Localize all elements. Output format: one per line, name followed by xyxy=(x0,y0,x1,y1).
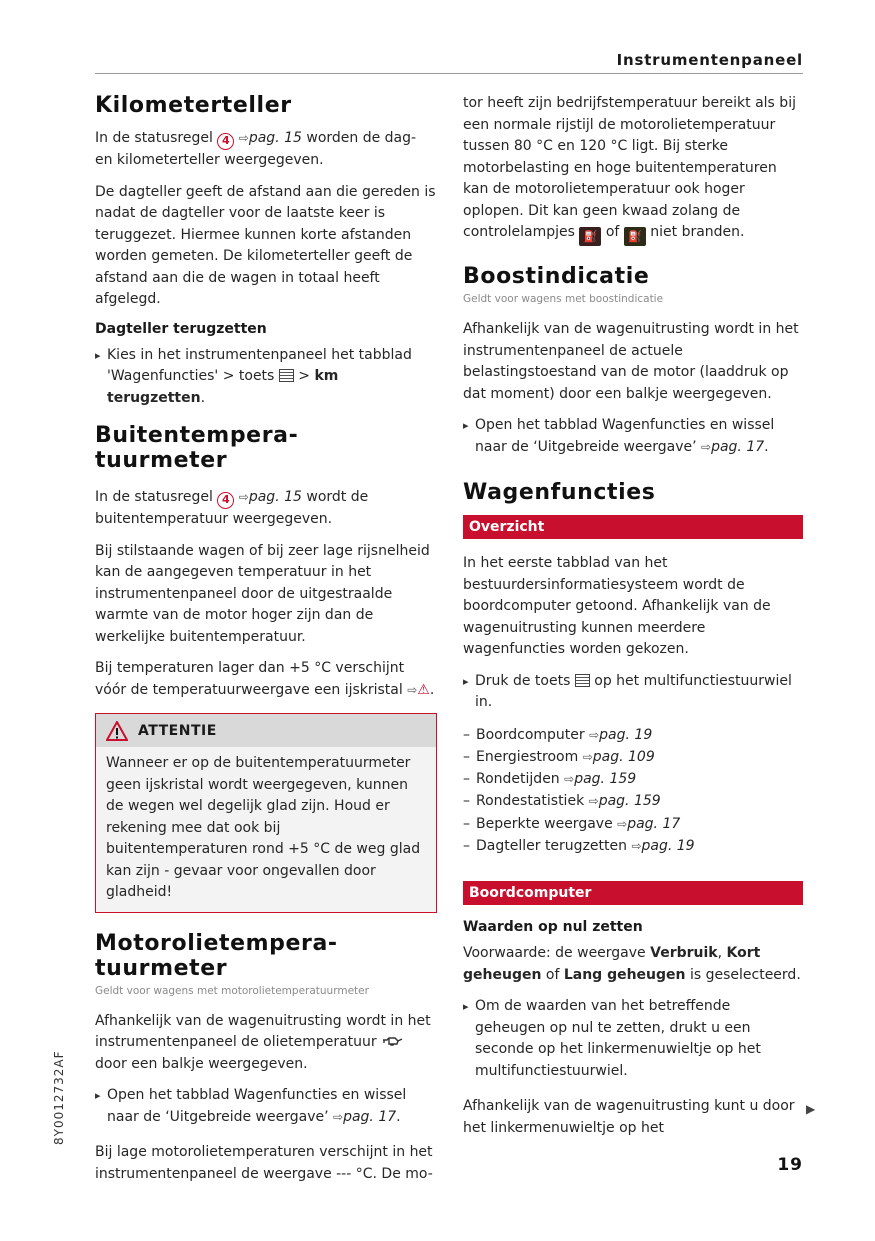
arrow-right-icon: ⇨ xyxy=(333,1109,344,1124)
arrow-right-icon: ⇨ xyxy=(582,749,593,764)
paragraph: tor heeft zijn bedrijfstemperatuur bereikt als bij een normale rijstijl de motorolietemperatuur tussen 80 °C en 120 °C ligt. Bij sterke motorbelasting en hoge buitentemperaturen kan de motorolietemperatuur ook hoger oplopen. Dit kan geen kwaad zolang de controlelampjes ⛽ of ⛽ niet branden. xyxy=(463,93,803,246)
paragraph: Bij lage motorolietemperaturen verschijnt in het instrumentenpaneel de weergave --- °C. De mo- xyxy=(95,1144,433,1182)
subheading-waarden-op-nul: Waarden op nul zetten xyxy=(463,919,643,936)
applies-note: Geldt voor wagens met motorolietemperatuurmeter xyxy=(95,984,369,997)
oil-warning-lamp-icon: ⛽ xyxy=(579,227,601,246)
list-item: – Energiestroom ⇨pag. 109 xyxy=(463,746,803,768)
paragraph: Bij temperaturen lager dan +5 °C verschijnt vóór de temperatuurweergave een ijskristal ⇨⚠. xyxy=(95,660,435,698)
heading-kilometerteller: Kilometerteller xyxy=(95,93,292,118)
heading-buitentemperatuurmeter: Buitentempera- tuurmeter xyxy=(95,423,299,473)
page-number: 19 xyxy=(777,1155,803,1175)
heading-motorolietemperatuurmeter: Motorolietempera- tuurmeter xyxy=(95,930,338,981)
arrow-right-icon: ⇨ xyxy=(238,131,249,145)
paragraph: Afhankelijk van de wagenuitrusting wordt in het instrumentenpaneel de actuele belastingstoestand van de motor (laaddruk op dat moment) door een balkje weergegeven. xyxy=(463,321,799,402)
page-ref-link[interactable]: pag. 17 xyxy=(711,438,765,455)
instruction-step: ▸ Open het tabblad Wagenfuncties en wissel naar de ‘Uitgebreide weergave’ ⇨pag. 17. xyxy=(95,1085,437,1128)
paragraph: De dagteller geeft de afstand aan die gereden is nadat de dagteller voor de laatste keer is teruggezet. Hiermee kunnen korte afstanden worden gemeten. De kilometerteller geeft de afstand aan die de wagen in totaal heeft afgelegd. xyxy=(95,183,436,307)
page-ref-link[interactable]: pag. 17 xyxy=(343,1108,397,1125)
section-bar-overzicht: Overzicht xyxy=(463,515,803,539)
paragraph: In het eerste tabblad van het bestuurdersinformatiesysteem wordt de boordcomputer getoond. Afhankelijk van de wagenuitrusting kunnen meerdere wagenfuncties worden gekozen. xyxy=(463,555,771,657)
attention-header xyxy=(96,714,436,747)
heading-wagenfuncties: Wagenfuncties xyxy=(463,480,656,505)
list-item: – Dagteller terugzetten ⇨pag. 19 xyxy=(463,835,803,857)
attention-title: ATTENTIE xyxy=(138,722,217,739)
callout-number: 4 xyxy=(217,492,234,509)
paragraph: In de statusregel 4 ⇨pag. 15 wordt de buitentemperatuur weergegeven. xyxy=(95,489,369,527)
header-divider xyxy=(95,73,803,74)
section-bar-boordcomputer: Boordcomputer xyxy=(463,881,803,905)
running-header: Instrumentenpaneel xyxy=(616,51,803,69)
page-ref-link[interactable]: pag. 15 xyxy=(248,489,302,505)
arrow-right-icon: ⇨ xyxy=(564,772,575,787)
arrow-right-icon: ⇨ xyxy=(407,682,418,697)
attention-text: Wanneer er op de buitentemperatuurmeter geen ijskristal wordt weergegeven, kunnen de wegen wel degelijk glad zijn. Houd er rekening mee dat ook bij buitentemperaturen rond +5 °C de weg glad kan zijn - gevaar voor ongevallen door gladheid! xyxy=(96,747,436,912)
warning-triangle-icon[interactable]: ⚠ xyxy=(417,681,430,698)
page-ref-link[interactable]: pag. 159 xyxy=(574,771,637,788)
warning-triangle-icon xyxy=(106,721,128,741)
list-item: – Rondetijden ⇨pag. 159 xyxy=(463,768,803,790)
paragraph: Bij stilstaande wagen of bij zeer lage rijsnelheid kan de aangegeven temperatuur in het instrumentenpaneel door de uitgestraalde warmte van de motor hoger zijn dan de werkelijke buitentemperatuur. xyxy=(95,542,430,645)
applies-note: Geldt voor wagens met boostindicatie xyxy=(463,293,664,305)
paragraph: Voorwaarde: de weergave Verbruik, Kort geheugen of Lang geheugen is geselecteerd. xyxy=(463,945,801,983)
instruction-step: ▸ Open het tabblad Wagenfuncties en wissel naar de ‘Uitgebreide weergave’ ⇨pag. 17. xyxy=(463,415,803,458)
arrow-right-icon: ⇨ xyxy=(617,816,628,831)
instruction-step: ▸ Om de waarden van het betreffende geheugen op nul te zetten, drukt u een seconde op het linkermenuwieltje op het multifunctiestuurwiel. xyxy=(463,996,803,1082)
function-list xyxy=(463,724,803,858)
subheading-dagteller: Dagteller terugzetten xyxy=(95,320,267,337)
attention-box xyxy=(95,713,437,913)
left-column xyxy=(95,93,437,1195)
callout-number: 4 xyxy=(217,133,234,150)
paragraph: Afhankelijk van de wagenuitrusting wordt in het instrumentenpaneel de olietemperatuur door een balkje weergegeven. xyxy=(95,1012,431,1072)
list-item: – Beperkte weergave ⇨pag. 17 xyxy=(463,813,803,835)
page-ref-link[interactable]: pag. 17 xyxy=(627,815,681,832)
document-code: 8Y0012732AF xyxy=(52,1050,66,1145)
instruction-step: ▸ Kies in het instrumentenpaneel het tabblad 'Wagenfuncties' > toets > km terugzetten. xyxy=(95,345,437,410)
continue-arrow-icon: ▶ xyxy=(806,1102,816,1116)
page-ref-link[interactable]: pag. 19 xyxy=(641,837,695,854)
arrow-right-icon: ⇨ xyxy=(631,838,642,853)
arrow-right-icon: ⇨ xyxy=(588,794,599,809)
arrow-right-icon: ⇨ xyxy=(589,727,600,742)
right-column xyxy=(463,93,803,1149)
page-ref-link[interactable]: pag. 109 xyxy=(592,748,655,765)
arrow-right-icon: ⇨ xyxy=(238,490,249,504)
menu-button-icon xyxy=(575,674,590,687)
paragraph: In de statusregel 4 ⇨pag. 15 worden de dag- en kilometerteller weergegeven. xyxy=(95,130,417,168)
oil-temperature-icon xyxy=(381,1035,403,1047)
page-ref-link[interactable]: pag. 19 xyxy=(599,726,653,743)
arrow-right-icon: ⇨ xyxy=(701,439,712,454)
list-item: – Boordcomputer ⇨pag. 19 xyxy=(463,724,803,746)
paragraph: Afhankelijk van de wagenuitrusting kunt u door het linkermenuwieltje op het xyxy=(463,1098,795,1136)
page-ref-link[interactable]: pag. 15 xyxy=(248,130,302,146)
heading-boostindicatie: Boostindicatie xyxy=(463,264,650,289)
page-ref-link[interactable]: pag. 159 xyxy=(598,793,661,810)
menu-button-icon xyxy=(279,369,294,382)
list-item: – Rondestatistiek ⇨pag. 159 xyxy=(463,790,803,812)
instruction-step: ▸ Druk de toets op het multifunctiestuurwiel in. xyxy=(463,671,803,714)
oil-level-lamp-icon: ⛽ xyxy=(624,227,646,246)
